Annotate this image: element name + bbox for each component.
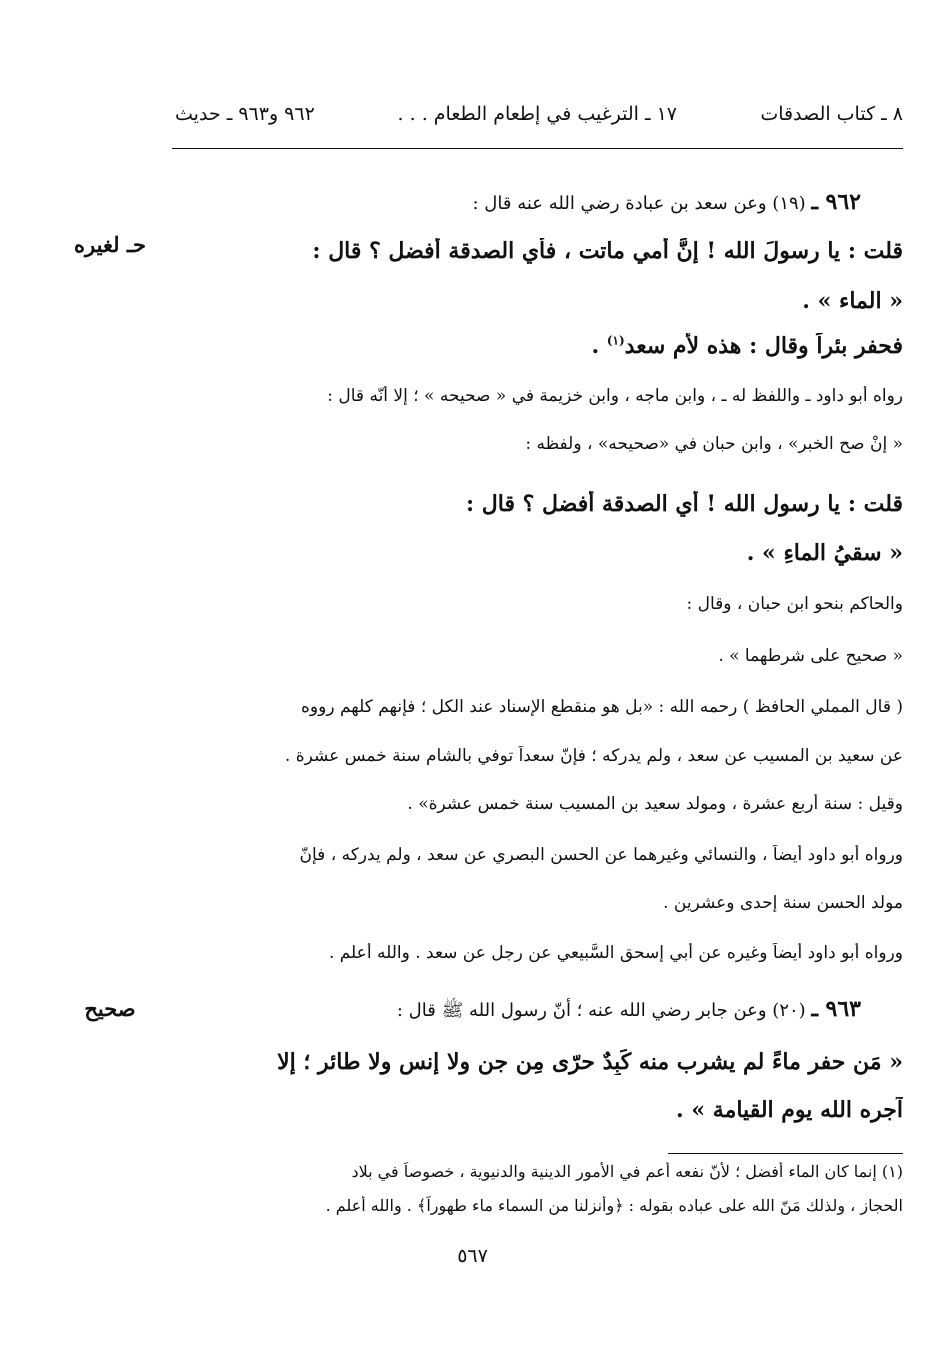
footnote-divider: [668, 1153, 903, 1154]
header-book-title: ٨ ـ كتاب الصدقات: [760, 103, 903, 125]
hadith-962-matn-3-text: فحفر بئراً وقال : هذه لأم سعد: [624, 333, 903, 359]
hadith-962-matn-1: قلت : يا رسولَ الله ! إنَّ أمي ماتت ، فأي الصدقة أفضل ؟ قال :: [312, 238, 903, 264]
header-chapter-title: ١٧ ـ الترغيب في إطعام الطعام . . .: [397, 103, 677, 125]
hadith-962-matn-4: قلت : يا رسول الله ! أي الصدقة أفضل ؟ قال :: [465, 491, 903, 517]
hadith-962-matn-3-end: .: [591, 333, 607, 359]
hadith-962-matn-2: « الماء » .: [802, 288, 903, 314]
hadith-963-intro: (٢٠) وعن جابر رضي الله عنه ؛ أنّ رسول الله ﷺ قال :: [396, 1000, 806, 1021]
hadith-962-comment-6: ورواه أبو داود أيضاً وغيره عن أبي إسحق السَّبيعي عن رجل عن سعد . والله أعلم .: [328, 943, 903, 963]
hadith-962-comment-3: وقيل : سنة أربع عشرة ، ومولد سعيد بن المسيب سنة خمس عشرة» .: [407, 794, 903, 814]
hadith-962-comment-4: ورواه أبو داود أيضاً ، والنسائي وغيرهما عن الحسن البصري عن سعد ، ولم يدركه ، فإنّ: [299, 845, 903, 865]
hadith-962-intro: (١٩) وعن سعد بن عبادة رضي الله عنه قال :: [472, 193, 806, 214]
hadith-963-matn-1: « مَن حفر ماءً لم يشرب منه كَبِدٌ حرّى مِن جن ولا إنس ولا طائر ؛ إلا: [277, 1049, 903, 1075]
hadith-962-takhrij-4: « صحيح على شرطهما » .: [718, 646, 903, 666]
hadith-962-matn-5: « سقيُ الماءِ » .: [746, 540, 903, 566]
hadith-962-matn-3: [160, 333, 903, 359]
hadith-grade-962: حـ لغيره: [74, 232, 146, 257]
hadith-963-number: ٩٦٣ ـ: [811, 996, 861, 1022]
hadith-962-takhrij-2: « إنْ صح الخبر» ، وابن حبان في «صحيحه» ، ولفظه :: [525, 434, 903, 454]
footnote-line-2: الحجاز ، ولذلك مَنّ الله على عباده بقوله : ﴿وأنزلنا من السماء ماء طهوراً﴾ . والله أعلم .: [325, 1196, 903, 1215]
hadith-962-takhrij-3: والحاكم بنحو ابن حبان ، وقال :: [686, 594, 903, 614]
hadith-962-takhrij-1: رواه أبو داود ـ واللفظ له ـ ، وابن ماجه ، وابن خزيمة في « صحيحه » ؛ إلا أنّه قال :: [327, 386, 903, 406]
header-divider: [172, 148, 903, 149]
footnote-marker: (١): [606, 333, 625, 348]
hadith-962-comment-5: مولد الحسن سنة إحدى وعشرين .: [663, 893, 903, 913]
hadith-963-matn-2: آجره الله يوم القيامة » .: [676, 1097, 903, 1123]
hadith-962-comment-2: عن سعيد بن المسيب عن سعد ، ولم يدركه ؛ فإنّ سعداً توفي بالشام سنة خمس عشرة .: [284, 746, 903, 766]
hadith-grade-963: صحيح: [84, 996, 136, 1021]
hadith-962-number: ٩٦٢ ـ: [811, 189, 861, 215]
hadith-963-heading: [160, 996, 903, 1025]
hadith-962-heading: [160, 189, 903, 215]
hadith-962-comment-1: ( قال المملي الحافظ ) رحمه الله : «بل هو منقطع الإسناد عند الكل ؛ فإنهم كلهم رووه: [301, 697, 903, 717]
page-number: ٥٦٧: [457, 1245, 488, 1267]
header-hadith-range: ٩٦٢ و٩٦٣ ـ حديث: [175, 103, 315, 125]
footnote-line-1: (١) إنما كان الماء أفضل ؛ لأنّ نفعه أعم في الأمور الدينية والدنيوية ، خصوصاً في بلاد: [351, 1162, 903, 1181]
